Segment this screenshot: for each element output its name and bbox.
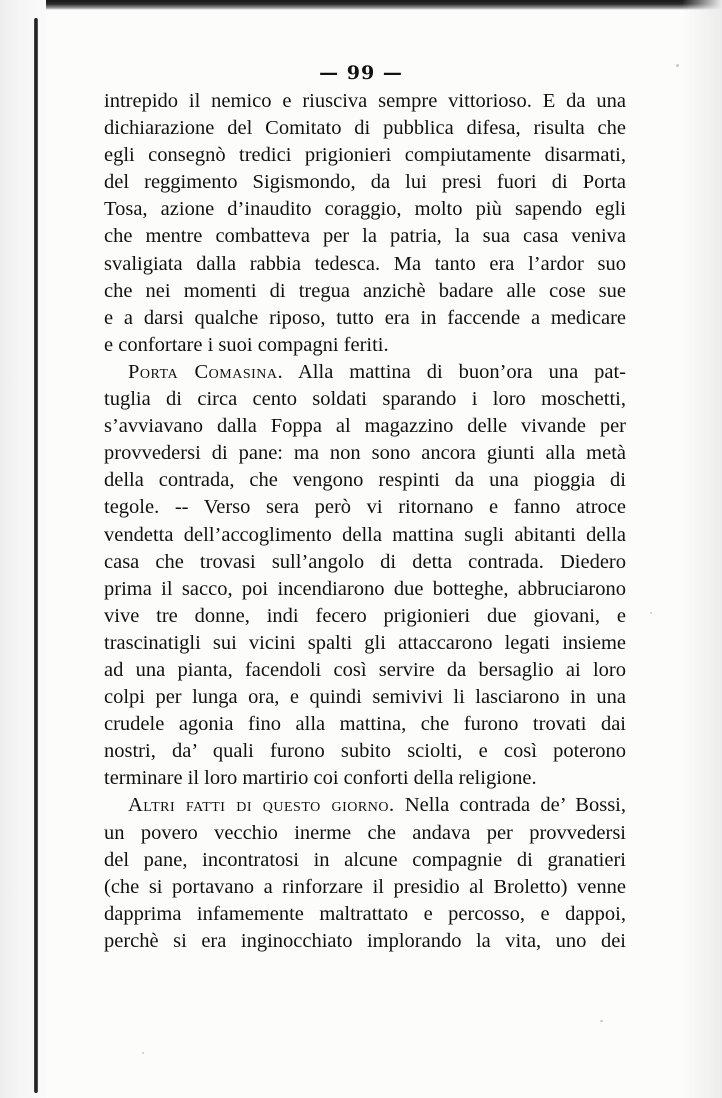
binding-edge-line xyxy=(34,18,38,1093)
text-line: nostri, da’ quali furono subito sciolti, e così poterono xyxy=(104,740,626,763)
page-top-edge-shadow xyxy=(0,0,722,10)
text-run: Nella contrada de’ Bossi, xyxy=(404,794,626,817)
text-line: provvedersi di pane: ma non sono ancora giunti alla metà xyxy=(104,442,626,465)
paragraph-first-line xyxy=(104,792,626,819)
text-line: dichiarazione del Comitato di pubblica difesa, risulta che xyxy=(104,117,626,140)
text-line: e confortare i suoi compagni feriti. xyxy=(104,333,389,356)
text-line: casa che trovasi sull’angolo di detta contrada. Diedero xyxy=(104,550,626,573)
section-heading: Altri fatti di questo giorno. xyxy=(128,794,395,817)
text-line: s’avviavano dalla Foppa al magazzino delle vivande per xyxy=(104,415,626,438)
text-line: del pane, incontratosi in alcune compagnie di granatieri xyxy=(104,848,626,871)
text-line: tegole. -- Verso sera però vi ritornano e fanno atroce xyxy=(104,496,626,519)
text-line: tuglia di circa cento soldati sparando i loro moschetti, xyxy=(104,388,626,411)
text-line: crudele agonia fino alla mattina, che furono trovati dai xyxy=(104,713,626,736)
paper-speck xyxy=(142,1052,144,1054)
text-line: (che si portavano a rinforzare il presidio al Broletto) venne xyxy=(104,875,626,898)
text-line: perchè si era inginocchiato implorando la vita, uno dei xyxy=(104,929,626,952)
text-line: che mentre combatteva per la patria, la sua casa veniva xyxy=(104,225,626,248)
text-line: della contrada, che vengono respinti da una pioggia di xyxy=(104,469,626,492)
page-gutter-shadow xyxy=(0,0,46,1098)
text-line: terminare il loro martirio coi conforti della religione. xyxy=(104,767,537,790)
text-line: del reggimento Sigismondo, da lui presi fuori di Porta xyxy=(104,171,626,194)
text-line: vive tre donne, indi fecero prigionieri due giovani, e xyxy=(104,604,626,627)
paper-speck xyxy=(600,1020,603,1022)
text-line: prima il sacco, poi incendiarono due botteghe, abbruciarono xyxy=(104,577,626,600)
text-line: e a darsi qualche riposo, tutto era in faccende a medicare xyxy=(104,306,626,329)
text-line: che nei momenti di tregua anzichè badare alle cose sue xyxy=(104,279,626,302)
text-line: trascinatigli sui vicini spalti gli attaccarono legati insieme xyxy=(104,631,626,654)
text-line: dapprima infamemente maltrattato e percosso, e dappoi, xyxy=(104,902,626,925)
text-line: ad una pianta, facendoli così servire da bersaglio ai loro xyxy=(104,658,626,681)
paragraph-first-line xyxy=(104,359,626,386)
page-right-edge-shadow xyxy=(682,0,722,1098)
paper-speck xyxy=(650,612,652,614)
section-heading: Porta Comasina. xyxy=(128,360,284,383)
text-line: svaligiata dalla rabbia tedesca. Ma tanto era l’ardor suo xyxy=(104,252,626,275)
text-line: un povero vecchio inerme che andava per provvedersi xyxy=(104,821,626,844)
text-line: intrepido il nemico e riusciva sempre vittorioso. E da una xyxy=(104,90,626,112)
text-line: vendetta dell’accoglimento della mattina sugli abitanti della xyxy=(104,523,626,546)
text-line: egli consegnò tredici prigionieri compiutamente disarmati, xyxy=(104,144,626,167)
body-text xyxy=(104,88,626,955)
text-line: colpi per lunga ora, e quindi semivivi li lasciarono in una xyxy=(104,686,626,709)
text-run: Alla mattina di buon’ora una pat- xyxy=(298,360,627,383)
page-number: — 99 — xyxy=(319,62,403,84)
text-line: Tosa, azione d’inaudito coraggio, molto più sapendo egli xyxy=(104,198,626,221)
